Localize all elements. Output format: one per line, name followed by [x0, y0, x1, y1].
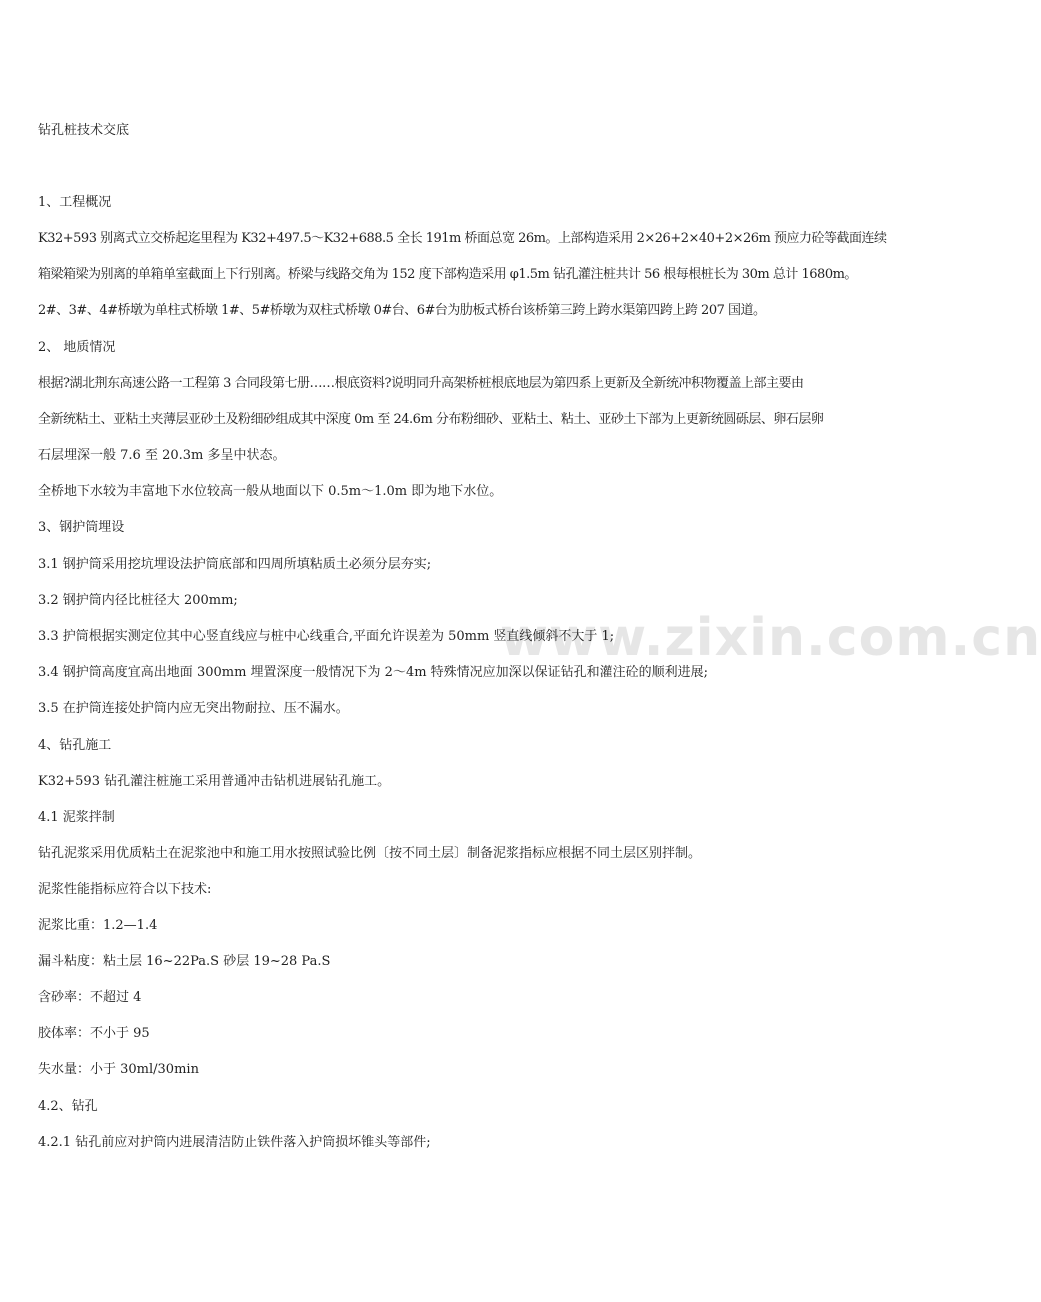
watermark-text: www.zixin.com.cn	[500, 608, 1041, 668]
paragraph-line: 2#、3#、4#桥墩为单柱式桥墩 1#、5#桥墩为双柱式桥墩 0#台、6#台为肋板式桥台该桥第三跨上跨水渠第四跨上跨 207 国道。	[38, 303, 766, 318]
paragraph-line: 石层埋深一般 7.6 至 20.3m 多呈中状态。	[38, 448, 286, 463]
spec-item: 漏斗粘度：粘土层 16~22Pa.S 砂层 19~28 Pa.S	[38, 954, 331, 969]
list-item: 3.1 钢护筒采用挖坑埋设法护筒底部和四周所填粘质土必须分层夯实;	[38, 557, 432, 572]
subheading-4-2: 4.2、钻孔	[38, 1099, 98, 1114]
spec-item: 胶体率：不小于 95	[38, 1026, 150, 1041]
list-item: 4.2.1 钻孔前应对护筒内进展清洁防止铁件落入护筒损坏锥头等部件;	[38, 1135, 431, 1150]
paragraph-line: K32+593 别离式立交桥起迄里程为 K32+497.5～K32+688.5 全长 191m 桥面总宽 26m。上部构造采用 2×26+2×40+2×26m 预应力砼等截面连续	[38, 231, 887, 246]
spec-item: 失水量：小于 30ml/30min	[38, 1062, 199, 1077]
list-item: 3.2 钢护筒内径比桩径大 200mm;	[38, 593, 238, 608]
paragraph-line: K32+593 钻孔灌注桩施工采用普通冲击钻机进展钻孔施工。	[38, 774, 391, 789]
paragraph-line: 全桥地下水较为丰富地下水位较高一般从地面以下 0.5m～1.0m 即为地下水位。	[38, 484, 503, 499]
list-item: 3.5 在护筒连接处护筒内应无突出物耐拉、压不漏水。	[38, 701, 349, 716]
paragraph-line: 泥浆性能指标应符合以下技术:	[38, 882, 212, 897]
heading-section-3: 3、钢护筒埋设	[38, 520, 125, 535]
paragraph-line: 箱梁箱梁为别离的单箱单室截面上下行别离。桥梁与线路交角为 152 度下部构造采用 φ1.5m 钻孔灌注桩共计 56 根每根桩长为 30m 总计 1680m。	[38, 267, 857, 282]
document-title: 钻孔桩技术交底	[38, 123, 130, 138]
paragraph-line: 全新统粘土、亚粘土夹薄层亚砂土及粉细砂组成其中深度 0m 至 24.6m 分布粉细砂、亚粘土、粘土、亚砂土下部为上更新统圆砾层、卵石层卵	[38, 412, 824, 427]
spec-item: 含砂率：不超过 4	[38, 990, 142, 1005]
paragraph-line: 根据?湖北荆东高速公路一工程第 3 合同段第七册……根底资料?说明同升高架桥桩根底地层为第四系上更新及全新统冲积物覆盖上部主要由	[38, 376, 804, 391]
paragraph-line: 钻孔泥浆采用优质粘土在泥浆池中和施工用水按照试验比例〔按不同土层〕制备泥浆指标应根据不同土层区别拌制。	[38, 846, 702, 861]
heading-section-1: 1、工程概况	[38, 195, 112, 210]
heading-section-2: 2、 地质情况	[38, 340, 116, 355]
heading-section-4: 4、钻孔施工	[38, 738, 112, 753]
spec-item: 泥浆比重：1.2—1.4	[38, 918, 158, 933]
list-item: 3.4 钢护筒高度宜高出地面 300mm 埋置深度一般情况下为 2～4m 特殊情况应加深以保证钻孔和灌注砼的顺利进展;	[38, 665, 709, 680]
list-item: 3.3 护筒根据实测定位其中心竖直线应与桩中心线重合,平面允许误差为 50mm 竖直线倾斜不大于 1;	[38, 629, 615, 644]
subheading-4-1: 4.1 泥浆拌制	[38, 810, 115, 825]
